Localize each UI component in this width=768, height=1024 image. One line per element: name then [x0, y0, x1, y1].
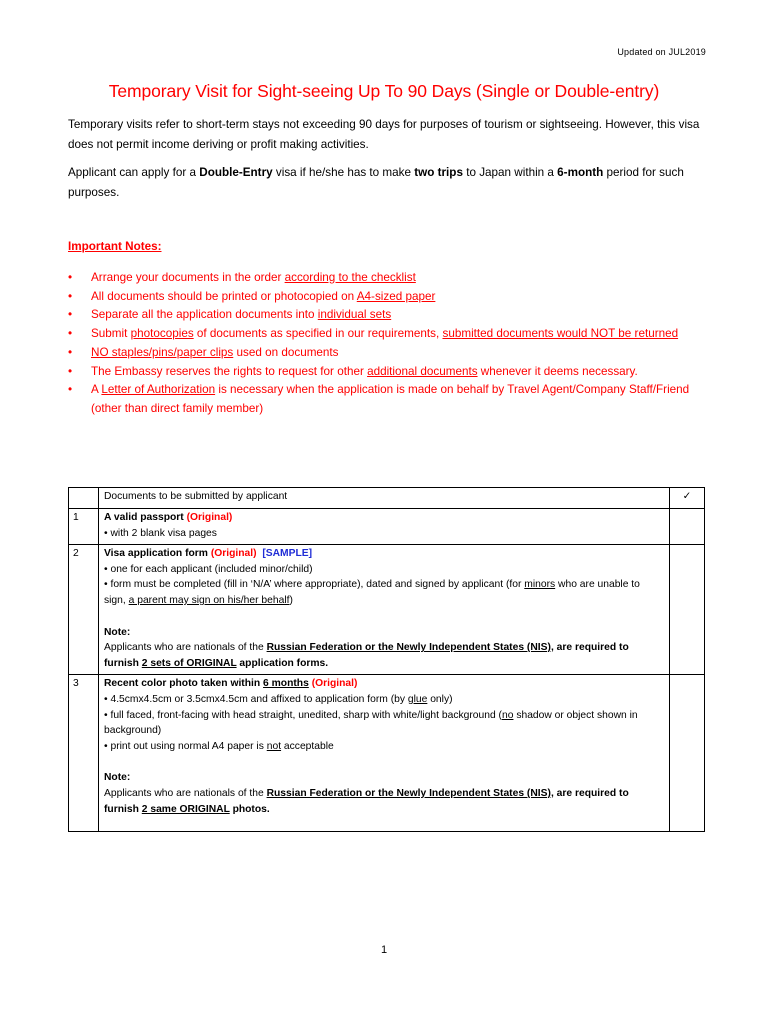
row-title-emphasis: 6 months	[263, 678, 309, 690]
intro-paragraph-1: Temporary visits refer to short-term stays not exceeding 90 days for purposes of tourism or sightseeing. However, this visa does not permit income deriving or profit making activities.	[68, 118, 700, 151]
note-emphasis: individual sets	[317, 308, 392, 322]
row-bullet: • one for each applicant (included minor/child)	[104, 563, 313, 575]
bullet: •	[68, 383, 73, 397]
bullet-text: who are unable to sign,	[104, 579, 640, 606]
bullet-text: shadow or object shown in background)	[104, 709, 638, 737]
bullet-text: • print out using normal A4 paper is	[104, 740, 267, 752]
original-tag: (Original)	[308, 678, 358, 690]
note-item	[68, 363, 706, 382]
sample-link[interactable]: [SAMPLE]	[262, 548, 313, 560]
note-text: All documents should be printed or photocopied on	[91, 289, 357, 303]
updated-date: Updated on JUL2019	[617, 47, 706, 57]
note-text: , are required to furnish	[104, 787, 629, 815]
note-text: , are required to furnish	[104, 642, 629, 669]
check-cell[interactable]	[670, 545, 705, 675]
bullet-text: • form must be completed (fill in ‘N/A’ where appropriate), dated and signed by applicant (for	[104, 579, 525, 591]
table-row	[69, 509, 705, 545]
row-title-text: A valid passport	[104, 512, 187, 523]
row-bullet: • with 2 blank visa pages	[104, 527, 217, 539]
note-item	[68, 269, 706, 288]
bullet: •	[68, 345, 73, 359]
note-emphasis: Letter of Authorization	[101, 383, 216, 397]
bullet-emphasis: glue	[407, 693, 428, 705]
row-bullet	[104, 739, 664, 755]
note-text: of documents as specified in our requirements,	[193, 327, 443, 341]
note-emphasis: A4-sized paper	[356, 289, 436, 303]
row-bullet	[104, 708, 664, 739]
bullet: •	[68, 308, 73, 322]
bullet-emphasis: not	[266, 740, 282, 752]
note-item	[68, 306, 706, 325]
bullet-text: only)	[427, 693, 453, 705]
bullet-emphasis: minors	[524, 579, 556, 591]
spacer	[104, 609, 664, 625]
note-text: Applicants who are nationals of the	[104, 787, 267, 799]
note-text: whenever it deems necessary.	[477, 364, 638, 378]
note-label: Note:	[104, 626, 131, 638]
note-text: photos.	[229, 803, 270, 815]
bullet: •	[68, 364, 73, 378]
note-emphasis: NO staples/pins/paper clips	[91, 345, 234, 359]
original-tag: (Original)	[210, 548, 257, 560]
p2-text: period for such purposes.	[68, 166, 684, 199]
bullet-text: • 4.5cmx4.5cm or 3.5cmx4.5cm and affixed to application form (by	[104, 693, 408, 705]
bullet-text: )	[289, 594, 293, 606]
note-label: Note:	[104, 772, 131, 784]
bullet-text: • full faced, front-facing with head straight, unedited, sharp with white/light background (	[104, 709, 502, 721]
note-item	[68, 381, 706, 418]
intro-paragraph-2	[68, 163, 706, 203]
bullet-text: acceptable	[281, 740, 334, 752]
note-emphasis: additional documents	[367, 364, 478, 378]
note-text: A	[91, 383, 102, 397]
table-header-row	[69, 488, 705, 509]
note-item	[68, 325, 706, 344]
bullet: •	[68, 327, 73, 341]
note-text: used on documents	[233, 345, 339, 359]
row-note	[104, 640, 664, 671]
page-number: 1	[380, 944, 388, 956]
note-emphasis: 2 sets of ORIGINAL	[141, 657, 237, 669]
table-cell-empty	[69, 488, 99, 509]
p2-text: visa if he/she has to make	[272, 166, 415, 179]
row-title-text: Visa application form	[104, 548, 211, 560]
row-content	[99, 675, 670, 832]
note-text: Travel Agent/Company Staff/Friend	[507, 383, 690, 397]
table-row	[69, 675, 705, 832]
checkmark-icon: ✓	[670, 488, 705, 509]
bullet-emphasis: no	[501, 709, 514, 721]
note-text: Separate all the application documents into	[91, 308, 318, 322]
row-number: 2	[69, 545, 99, 675]
note-text: Arrange your documents in the order	[91, 271, 285, 284]
note-text: The Embassy reserves the rights to request for other	[91, 364, 368, 378]
row-title-text: Recent color photo taken within	[104, 678, 264, 690]
p2-text: to Japan within a	[462, 166, 558, 179]
spacer	[104, 754, 664, 770]
check-cell[interactable]	[670, 509, 705, 545]
bullet-emphasis: a parent may sign on his/her behalf	[128, 594, 290, 606]
row-title	[104, 510, 664, 526]
double-entry-term: Double-Entry	[199, 166, 273, 179]
note-emphasis: 2 same ORIGINAL	[141, 803, 230, 815]
row-title	[104, 676, 664, 692]
check-cell[interactable]	[670, 675, 705, 832]
table-row	[69, 545, 705, 675]
important-notes-list	[68, 269, 706, 419]
note-text: (other than direct family member)	[91, 401, 264, 415]
row-content	[99, 509, 670, 545]
table-header: Documents to be submitted by applicant	[99, 488, 670, 509]
page-title: Temporary Visit for Sight-seeing Up To 90 Days (Single or Double-entry)	[108, 81, 660, 101]
p2-text: Applicant can apply for a	[68, 166, 200, 179]
note-text: Applicants who are nationals of the	[104, 642, 267, 654]
bullet: •	[68, 271, 73, 284]
row-number: 3	[69, 675, 99, 832]
bullet: •	[68, 289, 73, 303]
note-item	[68, 288, 706, 307]
note-emphasis: Russian Federation or the Newly Independent States (NIS)	[266, 642, 551, 654]
row-note	[104, 786, 664, 817]
note-emphasis: photocopies	[130, 327, 194, 341]
original-tag: (Original)	[186, 512, 233, 523]
documents-checklist-table	[68, 487, 705, 832]
two-trips-term: two trips	[414, 166, 463, 179]
row-number: 1	[69, 509, 99, 545]
important-notes-heading: Important Notes:	[68, 240, 162, 253]
note-emphasis: submitted documents would NOT be returned	[442, 327, 679, 341]
note-emphasis: Russian Federation or the Newly Independent States (NIS)	[266, 787, 551, 799]
row-title	[104, 546, 664, 562]
note-text: Submit	[91, 327, 131, 341]
note-text: is necessary when the application is made on behalf by	[215, 383, 508, 397]
row-content	[99, 545, 670, 675]
row-bullet	[104, 692, 664, 708]
six-month-term: 6-month	[557, 166, 604, 179]
note-emphasis: according to the checklist	[284, 271, 416, 284]
note-text: application forms.	[236, 657, 329, 669]
row-bullet	[104, 577, 664, 608]
note-item	[68, 344, 706, 363]
